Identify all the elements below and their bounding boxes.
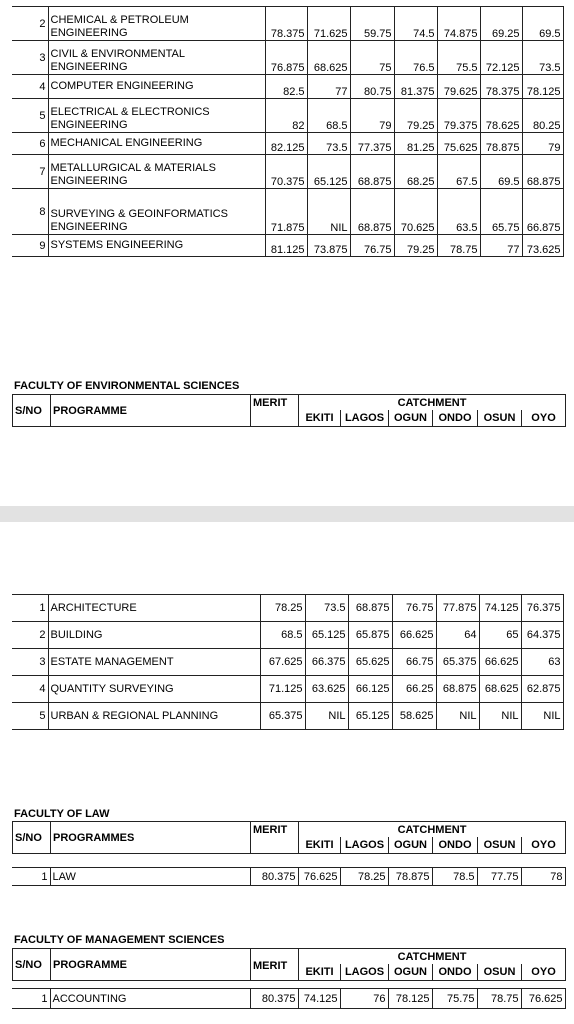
catchment-score: 68.5 (307, 99, 350, 133)
serial-number: 3 (12, 41, 48, 75)
catchment-header: CATCHMENT (299, 395, 566, 411)
catchment-score: 66.125 (348, 676, 392, 703)
table-row (12, 133, 563, 155)
catchment-score: 63.5 (437, 189, 480, 235)
table-row (12, 155, 563, 189)
merit-score: 82.5 (265, 75, 307, 99)
catchment-score: 73.875 (307, 235, 350, 257)
state-header: OSUN (478, 964, 522, 981)
programme-name (48, 99, 265, 133)
catchment-score: 75 (350, 41, 394, 75)
programme-name: BUILDING (48, 622, 260, 649)
catchment-score: 68.875 (350, 155, 394, 189)
catchment-score: 78.75 (437, 235, 480, 257)
programme-name-line: ENGINEERING (50, 175, 128, 187)
catchment-score: 66.75 (392, 649, 436, 676)
serial-number: 5 (12, 703, 48, 730)
catchment-score: 74.5 (394, 7, 437, 41)
merit-score: 81.125 (265, 235, 307, 257)
state-header: LAGOS (341, 837, 389, 854)
catchment-score: 68.25 (394, 155, 437, 189)
catchment-score: 62.875 (521, 676, 563, 703)
programme-name: LAW (50, 868, 250, 886)
catchment-score: 81.375 (394, 75, 437, 99)
serial-number: 2 (12, 622, 48, 649)
serial-number: 3 (12, 649, 48, 676)
merit-score: 71.125 (260, 676, 305, 703)
merit-score: 68.5 (260, 622, 305, 649)
programme-name-line: MECHANICAL ENGINEERING (50, 137, 203, 149)
catchment-score: 68.875 (348, 595, 392, 622)
merit-score: 71.875 (265, 189, 307, 235)
serial-number: 2 (12, 7, 48, 41)
merit-header: MERIT (251, 395, 299, 427)
catchment-score: 65.375 (436, 649, 479, 676)
serial-number: 7 (12, 155, 48, 189)
table-row (12, 75, 563, 99)
serial-number: 4 (12, 75, 48, 99)
serial-number: 5 (12, 99, 48, 133)
catchment-score: 58.625 (392, 703, 436, 730)
catchment-score: 73.5 (305, 595, 348, 622)
merit-score: 80.375 (250, 989, 298, 1009)
programme-header: PROGRAMME (51, 949, 251, 981)
catchment-score: 63.625 (305, 676, 348, 703)
catchment-score: 78.25 (340, 868, 388, 886)
state-header: ONDO (433, 964, 478, 981)
table-row (12, 676, 563, 703)
catchment-score: 76.625 (298, 868, 340, 886)
state-header: EKITI (299, 837, 341, 854)
programme-name (48, 189, 265, 235)
programme-name-line: ENGINEERING (50, 61, 128, 73)
catchment-score: 76.75 (350, 235, 394, 257)
programme-name (48, 75, 265, 99)
state-header: LAGOS (341, 964, 389, 981)
catchment-score: 66.25 (392, 676, 436, 703)
catchment-score: 69.25 (480, 7, 522, 41)
programme-name-line: SURVEYING & GEOINFORMATICS (50, 208, 228, 220)
faculty-title-management: FACULTY OF MANAGEMENT SCIENCES (14, 934, 225, 946)
programme-name-line: METALLURGICAL & MATERIALS (50, 162, 216, 174)
state-header: OYO (522, 964, 566, 981)
state-header: OGUN (389, 410, 433, 427)
state-header: OGUN (389, 964, 433, 981)
catchment-score: NIL (436, 703, 479, 730)
catchment-score: 75.625 (437, 133, 480, 155)
programme-name: ESTATE MANAGEMENT (48, 649, 260, 676)
catchment-score: 70.625 (394, 189, 437, 235)
catchment-score: 66.625 (392, 622, 436, 649)
catchment-header: CATCHMENT (299, 949, 566, 965)
state-header: OSUN (478, 410, 522, 427)
catchment-score: 78.125 (388, 989, 432, 1009)
programme-name-line: CIVIL & ENVIRONMENTAL (50, 48, 185, 60)
management-cutoff-table (12, 988, 566, 1009)
catchment-score: 63 (521, 649, 563, 676)
table-row (12, 595, 563, 622)
programme-name: QUANTITY SURVEYING (48, 676, 260, 703)
catchment-score: 77 (480, 235, 522, 257)
catchment-score: 73.5 (522, 41, 563, 75)
law-header (12, 821, 566, 854)
state-header: EKITI (299, 410, 341, 427)
programme-header: PROGRAMME (51, 395, 251, 427)
catchment-score: 77.875 (436, 595, 479, 622)
catchment-score: 74.875 (437, 7, 480, 41)
table-row (12, 649, 563, 676)
catchment-score: 75.75 (432, 989, 477, 1009)
catchment-score: 79 (350, 99, 394, 133)
merit-score: 67.625 (260, 649, 305, 676)
catchment-score: NIL (479, 703, 521, 730)
catchment-score: 73.5 (307, 133, 350, 155)
programme-name-line: ENGINEERING (50, 119, 128, 131)
catchment-score: 65.875 (348, 622, 392, 649)
catchment-score: 78 (521, 868, 565, 886)
merit-score: 78.25 (260, 595, 305, 622)
serial-number: 8 (12, 189, 48, 235)
catchment-score: NIL (305, 703, 348, 730)
catchment-score: 67.5 (437, 155, 480, 189)
catchment-score: 80.75 (350, 75, 394, 99)
catchment-score: 64.375 (521, 622, 563, 649)
programme-name (48, 41, 265, 75)
sno-header: S/NO (13, 949, 51, 981)
catchment-score: 79.375 (437, 99, 480, 133)
state-header: OGUN (389, 837, 433, 854)
state-header: EKITI (299, 964, 341, 981)
environmental-cutoff-table (12, 594, 564, 730)
catchment-score: 71.625 (307, 7, 350, 41)
table-row (12, 703, 563, 730)
merit-header: MERIT (251, 822, 299, 854)
catchment-score: 68.875 (436, 676, 479, 703)
merit-score: 80.375 (250, 868, 298, 886)
law-cutoff-table (12, 867, 566, 886)
programme-name-line: ENGINEERING (50, 221, 128, 233)
state-header: LAGOS (341, 410, 389, 427)
catchment-score: 78.5 (432, 868, 477, 886)
merit-header: MERIT (251, 949, 299, 981)
catchment-score: 65.125 (307, 155, 350, 189)
catchment-score: 81.25 (394, 133, 437, 155)
table-row (12, 99, 563, 133)
table-row (12, 989, 565, 1009)
table-row (12, 622, 563, 649)
catchment-score: 77 (307, 75, 350, 99)
programme-name-line: ELECTRICAL & ELECTRONICS (50, 106, 210, 118)
serial-number: 4 (12, 676, 48, 703)
catchment-score: 64 (436, 622, 479, 649)
catchment-score: 79.25 (394, 235, 437, 257)
programme-header: PROGRAMMES (51, 822, 251, 854)
catchment-score: 66.375 (305, 649, 348, 676)
catchment-score: 77.375 (350, 133, 394, 155)
catchment-score: 79.625 (437, 75, 480, 99)
catchment-score: 78.75 (477, 989, 521, 1009)
catchment-score: 65.125 (305, 622, 348, 649)
merit-score: 82 (265, 99, 307, 133)
programme-name-line: SYSTEMS ENGINEERING (50, 239, 184, 251)
table-row (12, 868, 565, 886)
serial-number: 1 (12, 595, 48, 622)
serial-number: 6 (12, 133, 48, 155)
catchment-score: 76.75 (392, 595, 436, 622)
catchment-score: 75.5 (437, 41, 480, 75)
catchment-score: NIL (521, 703, 563, 730)
programme-name (48, 7, 265, 41)
merit-score: 82.125 (265, 133, 307, 155)
catchment-score: 68.625 (307, 41, 350, 75)
state-header: OSUN (478, 837, 522, 854)
catchment-score: 78.875 (388, 868, 432, 886)
catchment-score: 74.125 (298, 989, 340, 1009)
catchment-score: 65.625 (348, 649, 392, 676)
programme-name-line: CHEMICAL & PETROLEUM (50, 14, 189, 26)
state-header: ONDO (433, 410, 478, 427)
table-row (12, 41, 563, 75)
state-header: OYO (522, 837, 566, 854)
document-page-1 (0, 0, 574, 506)
programme-name: ARCHITECTURE (48, 595, 260, 622)
table-row (12, 235, 563, 257)
programme-name (48, 235, 265, 257)
programme-name: ACCOUNTING (50, 989, 250, 1009)
table-row (12, 7, 563, 41)
catchment-score: 68.875 (350, 189, 394, 235)
faculty-title-environmental: FACULTY OF ENVIRONMENTAL SCIENCES (14, 380, 240, 392)
catchment-score: 68.875 (522, 155, 563, 189)
table-row (12, 189, 563, 235)
programme-name-line: ENGINEERING (50, 27, 128, 39)
serial-number: 9 (12, 235, 48, 257)
faculty-title-law: FACULTY OF LAW (14, 808, 110, 820)
catchment-score: 79.25 (394, 99, 437, 133)
catchment-score: 72.125 (480, 41, 522, 75)
catchment-score: 78.625 (480, 99, 522, 133)
catchment-score: 74.125 (479, 595, 521, 622)
catchment-score: 76 (340, 989, 388, 1009)
catchment-header: CATCHMENT (299, 822, 566, 838)
catchment-score: 66.875 (522, 189, 563, 235)
catchment-score: 78.125 (522, 75, 563, 99)
sno-header: S/NO (13, 822, 51, 854)
catchment-score: 80.25 (522, 99, 563, 133)
merit-score: 76.875 (265, 41, 307, 75)
catchment-score: 66.625 (479, 649, 521, 676)
catchment-score: 69.5 (480, 155, 522, 189)
state-header: ONDO (433, 837, 478, 854)
catchment-score: 76.375 (521, 595, 563, 622)
merit-score: 65.375 (260, 703, 305, 730)
merit-score: 70.375 (265, 155, 307, 189)
sno-header: S/NO (13, 395, 51, 427)
programme-name: URBAN & REGIONAL PLANNING (48, 703, 260, 730)
catchment-score: 78.375 (480, 75, 522, 99)
state-header: OYO (522, 410, 566, 427)
catchment-score: 76.625 (521, 989, 565, 1009)
page-separator (0, 506, 574, 522)
programme-name-line: COMPUTER ENGINEERING (50, 80, 194, 92)
catchment-score: 76.5 (394, 41, 437, 75)
catchment-score: 69.5 (522, 7, 563, 41)
catchment-score: 68.625 (479, 676, 521, 703)
catchment-score: 65.125 (348, 703, 392, 730)
management-header (12, 948, 566, 981)
catchment-score: 77.75 (477, 868, 521, 886)
catchment-score: 59.75 (350, 7, 394, 41)
serial-number: 1 (12, 868, 50, 886)
catchment-score: 79 (522, 133, 563, 155)
programme-name (48, 155, 265, 189)
catchment-score: 65 (479, 622, 521, 649)
catchment-score: 65.75 (480, 189, 522, 235)
catchment-score: 73.625 (522, 235, 563, 257)
serial-number: 1 (12, 989, 50, 1009)
programme-name (48, 133, 265, 155)
engineering-cutoff-table (12, 6, 564, 257)
environmental-header (12, 394, 566, 427)
document-page-2 (0, 522, 574, 1024)
merit-score: 78.375 (265, 7, 307, 41)
catchment-score: 78.875 (480, 133, 522, 155)
catchment-score: NIL (307, 189, 350, 235)
